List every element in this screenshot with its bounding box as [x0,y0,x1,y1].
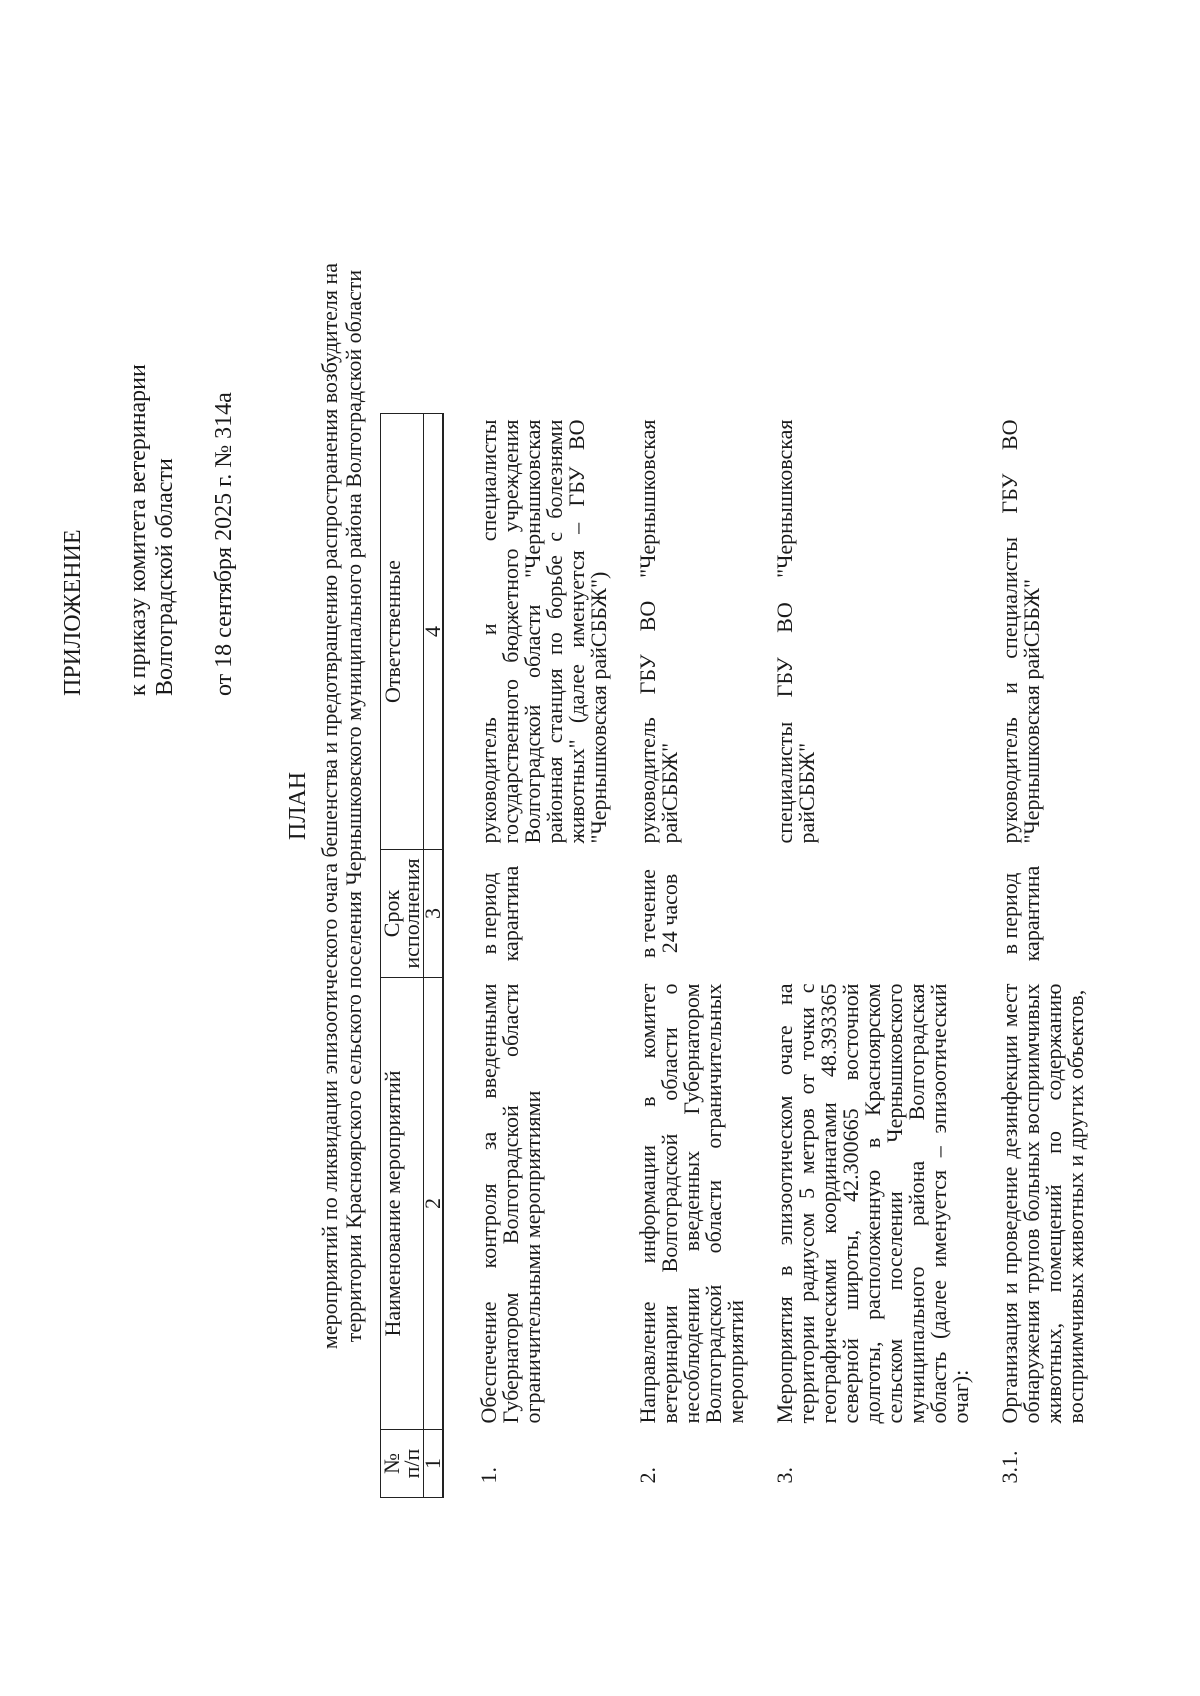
plan-subtitle-line-2: территории Красноярского сельского поселения Чернышковского муниципального района Волгоградской области [341,269,366,1343]
plan-subtitle-line-1: мероприятий по ликвидации эпизоотического очага бешенства и предотвращению распространения возбудителя на [317,262,342,1350]
row-responsible: руководитель и специалисты государственного бюджетного учреждения Волгоградской области "Чернышковская районная станция по борьбе с болезнями животных" (далее именуется – ГБУ ВО "Чернышковская райСББЖ") [476,419,611,844]
column-number-3: 3 [424,850,444,978]
plan-subtitle [318,0,366,1696]
table-row [443,414,611,1498]
row-measure: Обеспечение контроля за введенными Губернатором Волгоградской области ограничительными мероприятиями [476,983,545,1424]
column-number-4: 4 [424,414,444,850]
plan-table [380,413,1088,1498]
appendix-region-line: Волгоградской области [152,458,178,696]
header-measure-name: Наименование мероприятий [381,978,424,1430]
row-measure: Мероприятия в эпизоотическом очаге на территории радиусом 5 метров от точки с географическими координатами 48.393365 северной широты, 42.300665 восточной долготы, расположенную в Красноярском сельском поселении Чернышковского муниципального района Волгоградская область (далее именуется – эпизоотический очаг): [772,983,973,1424]
appendix-date-line: от 18 сентября 2025 г. № 314а [211,392,237,696]
row-term: в течение 24 часов [635,869,682,958]
header-term: Срок исполнения [381,850,424,978]
appendix-heading: ПРИЛОЖЕНИЕ [60,529,86,696]
row-number: 3.1. [997,1450,1022,1484]
appendix-order-line: к приказу комитета ветеринарии [125,364,151,696]
row-term: в период карантина [997,865,1044,962]
table-header-row [381,414,424,1498]
row-responsible: руководитель ГБУ ВО "Чернышковская райСББЖ" [635,419,682,844]
plan-title: ПЛАН [285,771,311,841]
row-responsible: специалисты ГБУ ВО "Чернышковская райСББЖ" [772,419,819,844]
appendix-stamp [60,364,238,696]
row-number: 1. [476,1467,501,1484]
header-responsible: Ответственные [381,414,424,850]
column-number-2: 2 [424,978,444,1430]
row-number: 2. [635,1467,660,1484]
header-number: № п/п [381,1430,424,1498]
row-measure: Направление информации в комитет ветеринарии Волгоградской области о несоблюдении введенных Губернатором Волгоградской области ограничительных мероприятий [635,983,748,1424]
row-term: в период карантина [476,865,523,962]
table-column-numbers-row [424,414,444,1498]
table-row [611,414,748,1498]
row-responsible: руководитель и специалисты ГБУ ВО "Чернышковская райСББЖ" [997,419,1044,844]
table-row [748,414,973,1498]
table-row [973,414,1088,1498]
row-term [748,850,973,978]
row-number: 3. [772,1467,797,1484]
row-measure: Организация и проведение дезинфекции мест обнаружения трупов больных восприимчивых животных, помещений по содержанию восприимчивых животных и других объектов, [997,983,1088,1424]
column-number-1: 1 [424,1430,444,1498]
